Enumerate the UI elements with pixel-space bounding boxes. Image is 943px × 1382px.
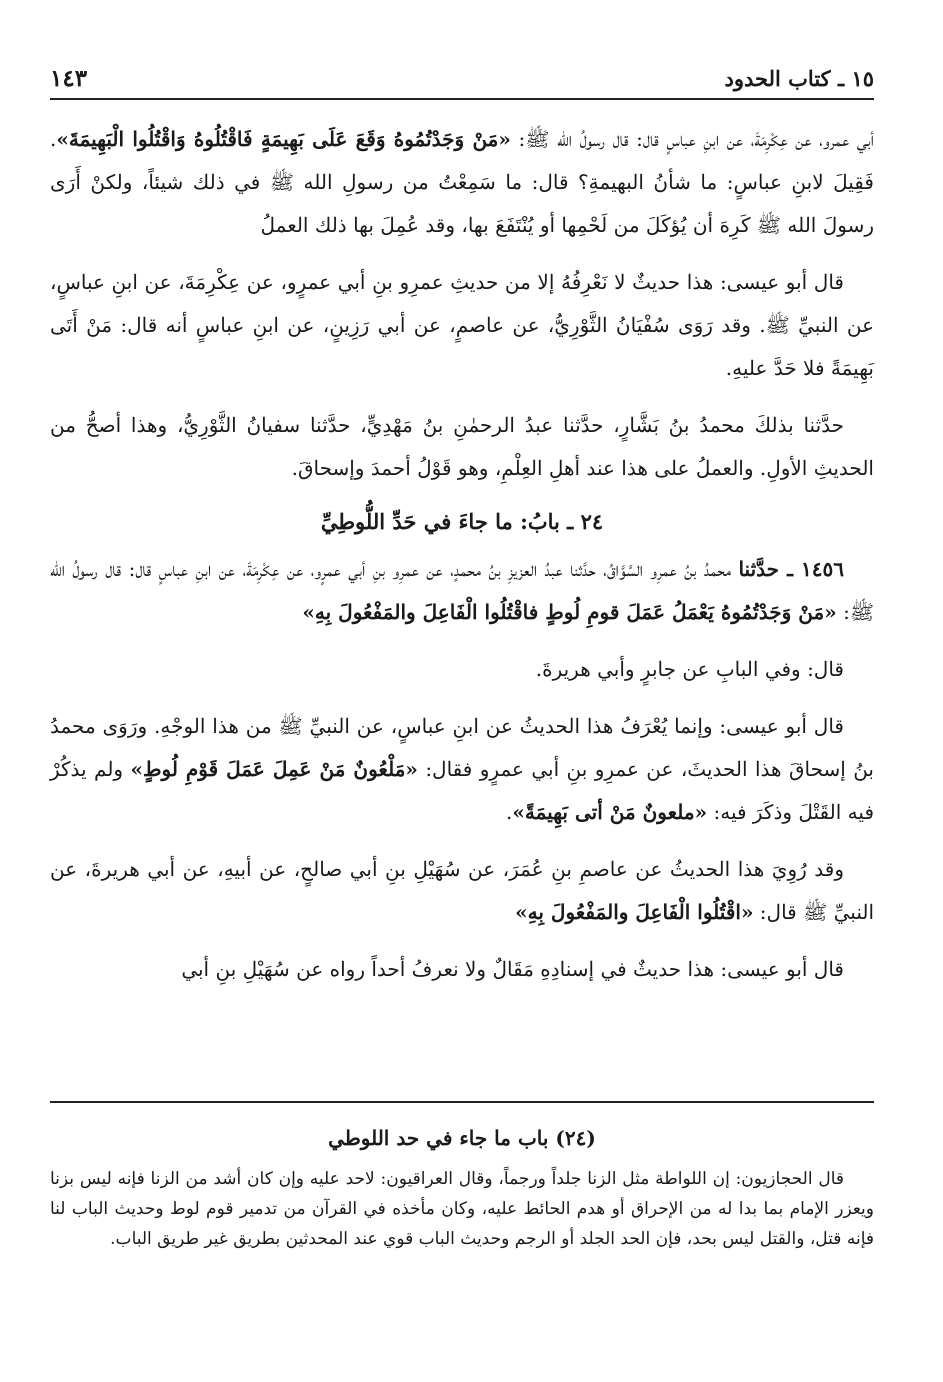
paragraph-1: أبي عمرو، عن عِكْرِمَةَ، عن ابنِ عباسٍ قال: قال رسولُ الله ﷺ: «مَنْ وَجَدْتُمُوهُ وَقَعَ عَلَى بَهِيمَةٍ فَاقْتُلُوهُ وَاقْتُلُوا الْبَهِيمَةَ». فَقِيلَ لابنِ عباسٍ: ما شأنُ البهيمةِ؟ قال: ما سَمِعْتُ من رسولِ الله ﷺ في ذلك شيئاً، ولكنْ أَرَى رسولَ الله ﷺ كَرِهَ أن يُؤكَلَ من لَحْمِها أو يُنْتَفَعَ بها، وقد عُمِلَ بها ذلك العملُ [50,127,874,237]
page-number: ١٤٣ [50,64,88,92]
paragraph-2: قال أبو عيسى: هذا حديثٌ لا نَعْرِفُهُ إلا من حديثِ عمرِو بنِ أبي عمرٍو، عن عِكْرِمَةَ، عن ابنِ عباسٍ، عن النبيِّ ﷺ. وقد رَوَى سُفْيَانُ الثَّوْرِيُّ، عن عاصمٍ، عن أبي رَزِينٍ، عن ابنِ عباسٍ أنه قال: مَنْ أَتَى بَهِيمَةً فلا حَدَّ عليهِ. [50,270,875,380]
page-header [50,58,874,100]
hadith-1456: ١٤٥٦ ـ حدَّثنا محمدُ بنُ عمرِو السَّوَّاقُ، حدَّثنا عبدُ العزيزِ بنُ محمدٍ، عن عمرِو بنِ أبي عمرٍو، عن عِكْرِمَةَ، عن ابنِ عباسٍ قال: قال رسولُ الله ﷺ: «مَنْ وَجَدْتُمُوهُ يَعْمَلُ عَمَلَ قومِ لُوطٍ فاقْتُلُوا الْفَاعِلَ والمَفْعُولَ بِهِ» [50,557,874,624]
hadith-quote: «مَنْ وَجَدْتُمُوهُ يَعْمَلُ عَمَلَ قومِ لُوطٍ فاقْتُلُوا الْفَاعِلَ والمَفْعُولَ بِهِ» [302,600,837,624]
hadith-quote: «ملعونٌ مَنْ أتى بَهِيمَةً» [512,800,708,824]
paragraph-6: قال أبو عيسى: وإنما يُعْرَفُ هذا الحديثُ عن ابنِ عباسٍ، عن النبيِّ ﷺ من هذا الوجْهِ. ورَوَى محمدُ بنُ إسحاقَ هذا الحديثَ، عن عمرِو بنِ أبي عمرٍو فقال: «مَلْعُونٌ مَنْ عَمِلَ عَمَلَ قَوْمِ لُوطٍ» ولم يذكُرْ فيه القَتْلَ وذكَرَ فيه: «ملعونٌ مَنْ أتى بَهِيمَةً». [50,714,874,824]
running-chapter-title: ١٥ ـ كتاب الحدود [724,65,874,91]
footnote-title: (٢٤) باب ما جاء في حد اللوطي [328,1126,596,1150]
paragraph-3: حدَّثنا بذلكَ محمدُ بنُ بَشَّارٍ، حدَّثنا عبدُ الرحمٰنِ بنُ مَهْدِيٍّ، حدَّثنا سفيانُ الثَّوْرِيُّ، وهذا أصحُّ من الحديثِ الأولِ. والعملُ على هذا عند أهلِ العِلْمِ، وهو قَوْلُ أحمدَ وإسحاقَ. [50,413,874,480]
paragraph-5: قال: وفي البابِ عن جابرٍ وأبي هريرةَ. [535,657,844,681]
chapter-heading: ٢٤ ـ بابُ: ما جاءَ في حَدِّ اللُّوطِيِّ [320,509,604,534]
hadith-number: ١٤٥٦ ـ حدَّثنا [738,557,844,581]
footnote-text: قال الحجازيون: إن اللواطة مثل الزنا جلداً ورجماً، وقال العراقيون: لاحد عليه وإن كان أشد من الزنا فإنه ليس بزنا ويعزر الإمام بما بدا له من الإحراق أو هدم الحائط عليه، وكان مأخذه في القرآن من تدمير قوم لوط وحديث الباب لنا فإنه قتل، والقتل ليس بحد، فإن الحد الجلد أو الرجم وحديث الباب قوي عند المحدثين بطريق غير طريق الباب. [50,1169,874,1249]
main-text [50,118,874,1005]
hadith-quote: «اقْتُلُوا الْفَاعِلَ والمَفْعُولَ بِهِ» [515,900,754,924]
hadith-quote: «مَلْعُونٌ مَنْ عَمِلَ عَمَلَ قَوْمِ لُوطٍ» [130,757,418,781]
paragraph-8: قال أبو عيسى: هذا حديثٌ في إسنادِهِ مَقَالٌ ولا نعرفُ أحداً رواه عن سُهَيْلِ بنِ أبي [181,957,844,981]
hadith-quote: «مَنْ وَجَدْتُمُوهُ وَقَعَ عَلَى بَهِيمَةٍ فَاقْتُلُوهُ وَاقْتُلُوا الْبَهِيمَةَ» [56,127,511,151]
footnote [50,1120,874,1254]
footnote-separator [50,1101,874,1103]
paragraph-7: وقد رُوِيَ هذا الحديثُ عن عاصمِ بنِ عُمَرَ، عن سُهَيْلِ بنِ أبي صالحٍ، عن أبيهِ، عن أبي هريرةَ، عن النبيِّ ﷺ قال: «اقْتُلُوا الْفَاعِلَ والمَفْعُولَ بِهِ» [50,857,874,924]
